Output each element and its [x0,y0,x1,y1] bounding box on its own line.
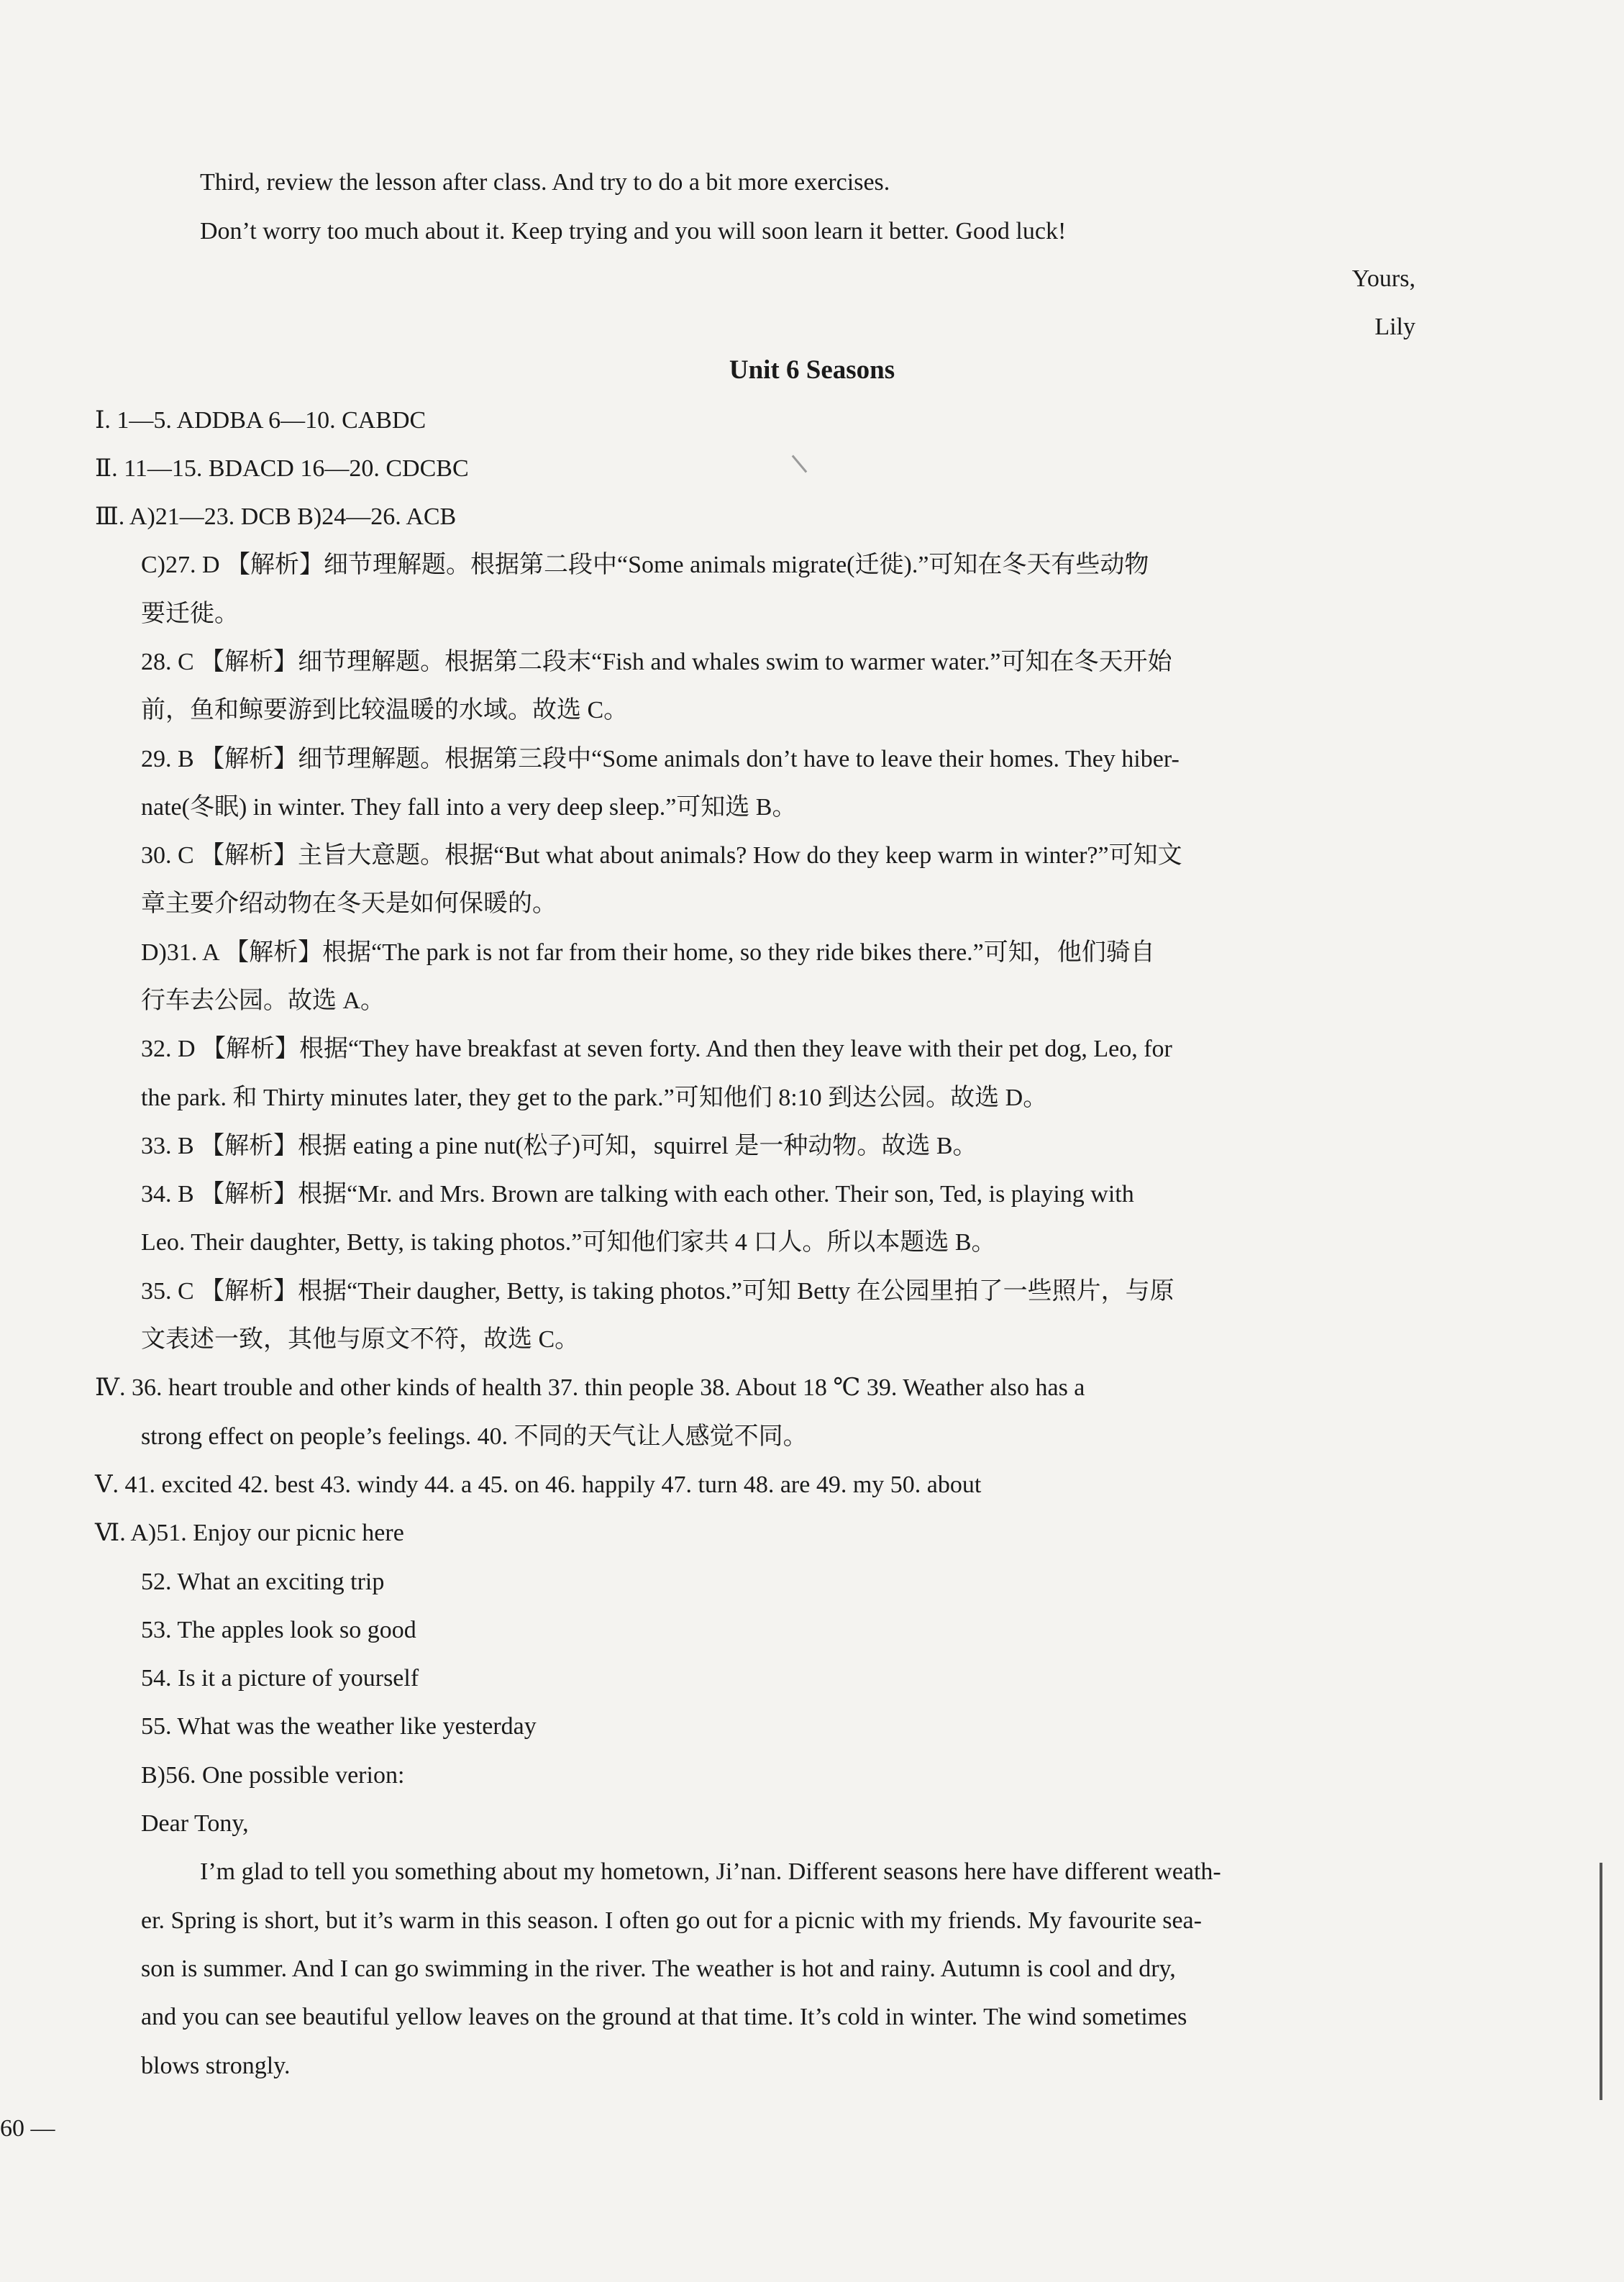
answer-line: 29. B 【解析】细节理解题。根据第三段中“Some animals don’t have to leave their homes. They hiber- [141,746,1180,772]
answer-line: 35. C 【解析】根据“Their daugher, Betty, is taking photos.”可知 Betty 在公园里拍了一些照片，与原 [141,1278,1174,1305]
answer-line: blows strongly. [141,2053,291,2079]
letter-signature: Lily [1374,314,1415,340]
answer-line: 55. What was the weather like yesterday [141,1713,537,1740]
answer-line: C)27. D 【解析】细节理解题。根据第二段中“Some animals migrate(迁徙).”可知在冬天有些动物 [141,552,1149,578]
answer-line: I’m glad to tell you something about my hometown, Ji’nan. Different seasons here have different weath- [200,1858,1221,1885]
answer-line: 30. C 【解析】主旨大意题。根据“But what about animals? How do they keep warm in winter?”可知文 [141,842,1182,869]
answer-line: 52. What an exciting trip [141,1569,385,1595]
answer-line: Leo. Their daughter, Betty, is taking photos.”可知他们家共 4 口人。所以本题选 B。 [141,1229,996,1256]
answer-line: Ⅲ. A)21—23. DCB B)24—26. ACB [95,503,457,530]
answer-line: 章主要介绍动物在冬天是如何保暖的。 [141,890,557,917]
answer-line: son is summer. And I can go swimming in the river. The weather is hot and rainy. Autumn is cool and dry, [141,1955,1176,1982]
letter-line-1: Third, review the lesson after class. And try to do a bit more exercises. [200,169,890,196]
answer-line: 32. D 【解析】根据“They have breakfast at seven forty. And then they leave with their pet dog, Leo, for [141,1036,1172,1062]
answer-line: 前，鱼和鲸要游到比较温暖的水域。故选 C。 [141,697,629,724]
letter-line-2: Don’t worry too much about it. Keep trying and you will soon learn it better. Good luck! [200,218,1067,245]
answer-line: strong effect on people’s feelings. 40. 不同的天气让人感觉不同。 [141,1423,808,1450]
answer-line: B)56. One possible verion: [141,1762,405,1789]
answer-line: D)31. A 【解析】根据“The park is not far from their home, so they ride bikes there.”可知，他们骑自 [141,939,1155,966]
answer-line: 行车去公园。故选 A。 [141,987,386,1014]
letter-closing: Yours, [1351,265,1415,292]
scan-edge-mark [1600,1863,1602,2100]
answer-line: 53. The apples look so good [141,1617,416,1643]
answer-line: nate(冬眠) in winter. They fall into a very deep sleep.”可知选 B。 [141,794,797,821]
answer-line: 33. B 【解析】根据 eating a pine nut(松子)可知，squirrel 是一种动物。故选 B。 [141,1133,977,1159]
answer-line: Ⅵ. A)51. Enjoy our picnic here [95,1520,404,1546]
answer-line: 34. B 【解析】根据“Mr. and Mrs. Brown are talking with each other. Their son, Ted, is playing with [141,1181,1134,1208]
answer-line: er. Spring is short, but it’s warm in this season. I often go out for a picnic with my friends. My favourite sea- [141,1907,1202,1934]
answer-line: the park. 和 Thirty minutes later, they get to the park.”可知他们 8:10 到达公园。故选 D。 [141,1085,1048,1111]
unit-title: Unit 6 Seasons [729,355,895,385]
answer-line: 要迁徙。 [141,601,239,627]
answer-line: Dear Tony, [141,1810,249,1837]
answer-line: Ⅱ. 11—15. BDACD 16—20. CDCBC [95,455,469,482]
answer-line: and you can see beautiful yellow leaves on the ground at that time. It’s cold in winter. The wind sometimes [141,2004,1187,2030]
answer-line: Ⅴ. 41. excited 42. best 43. windy 44. a 45. on 46. happily 47. turn 48. are 49. my 50. about [95,1471,982,1498]
page-number: 60 — [0,2115,55,2142]
answer-line: 文表述一致，其他与原文不符，故选 C。 [141,1326,580,1353]
answer-line: Ⅰ. 1—5. ADDBA 6—10. CABDC [95,407,426,434]
answer-line: 54. Is it a picture of yourself [141,1665,419,1692]
answer-line: 28. C 【解析】细节理解题。根据第二段末“Fish and whales swim to warmer water.”可知在冬天开始 [141,649,1172,675]
answer-line: Ⅳ. 36. heart trouble and other kinds of health 37. thin people 38. About 18 ℃ 39. Weather also has a [95,1374,1085,1401]
